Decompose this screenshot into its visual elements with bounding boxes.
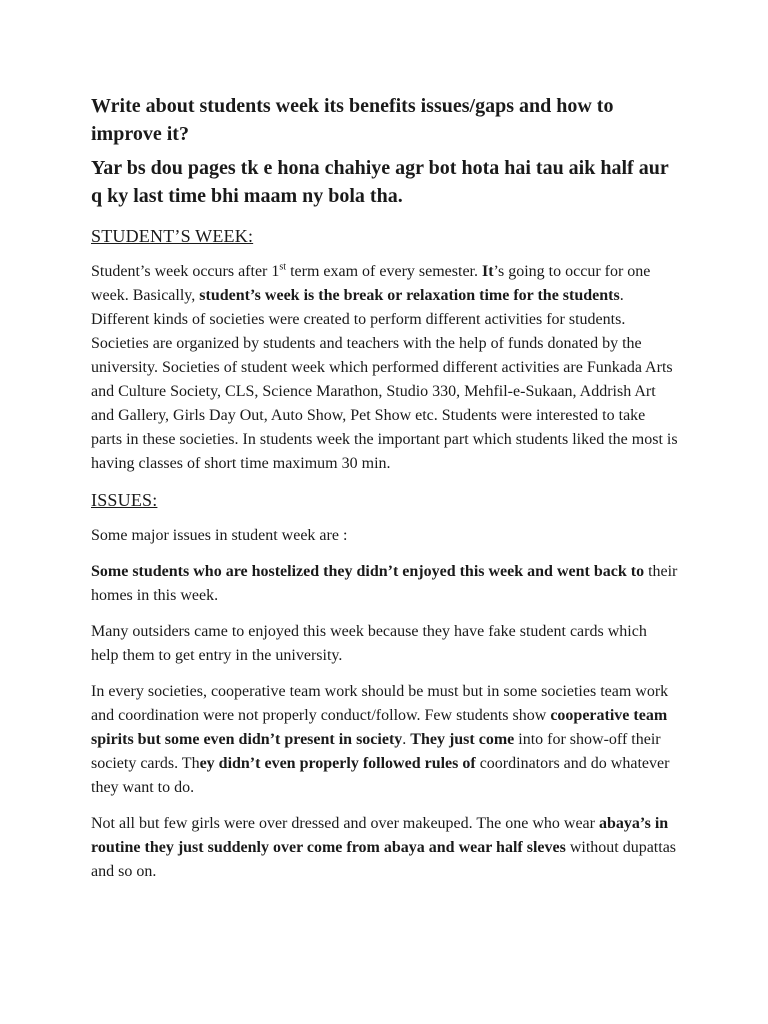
para-text: their homes in this week.	[91, 563, 678, 604]
para-text: Student’s week occurs after 1	[91, 263, 280, 280]
para-bold-text: It	[481, 263, 494, 280]
para-text: ’s going to occur for one week. Basically,	[91, 263, 651, 304]
para-bold-text: student’s week is the break or relaxation time for the students	[199, 287, 620, 304]
para-text: Not all but few girls were over dressed and over makeuped. The one who wear	[91, 815, 599, 832]
para-text: term exam of every semester.	[286, 263, 482, 280]
para-bold-text: cooperative team spirits but some even didn’t present in society	[91, 707, 668, 748]
document-subtitle: Yar bs dou pages tk e hona chahiye agr bot hota hai tau aik half aur q ky last time bhi maam ny bola tha.	[91, 157, 669, 207]
para-bold-text: They just come	[410, 731, 515, 748]
issue-dress-paragraph	[91, 812, 678, 884]
para-text: into for show-off their society cards. Th	[91, 731, 661, 772]
document-title: Write about students week its benefits issues/gaps and how to improve it?	[91, 95, 614, 145]
issue-outsiders-paragraph: Many outsiders came to enjoyed this week because they have fake student cards which help them to get entry in the university.	[91, 623, 647, 664]
students-week-paragraph	[91, 260, 678, 476]
issue-hostelized-paragraph	[91, 560, 678, 608]
para-superscript: st	[279, 261, 287, 273]
para-bold-text: Some students who are hostelized they didn’t enjoyed this week and went back to	[91, 563, 645, 580]
para-text: In every societies, cooperative team work should be must but in some societies team work and coordination were not properly conduct/follow. Few students show	[91, 683, 669, 724]
section-heading-issues: ISSUES:	[91, 490, 158, 510]
para-text: .	[402, 731, 411, 748]
issues-intro-paragraph: Some major issues in student week are :	[91, 527, 348, 544]
para-text: coordinators and do whatever they want to do.	[91, 755, 670, 796]
para-bold-text: ey didn’t even properly followed rules of	[199, 755, 476, 772]
para-text: . Different kinds of societies were created to perform different activities for students. Societies are organized by students and teachers with the help of funds donated by the university. Societies of student week which performed different activities are Funkada Arts and Culture Society, CLS, Science Marathon, Studio 330, Mehfil-e-Sukaan, Addrish Art and Gallery, Girls Day Out, Auto Show, Pet Show etc. Students were interested to take parts in these societies. In students week the important part which students liked the most is having classes of short time maximum 30 min.	[91, 287, 678, 472]
section-heading-students-week: STUDENT’S WEEK:	[91, 226, 254, 246]
para-text: without dupattas and so on.	[91, 839, 677, 880]
issue-teamwork-paragraph	[91, 680, 678, 800]
para-bold-text: abaya’s in routine they just suddenly over come from abaya and wear half sleves	[91, 815, 669, 856]
